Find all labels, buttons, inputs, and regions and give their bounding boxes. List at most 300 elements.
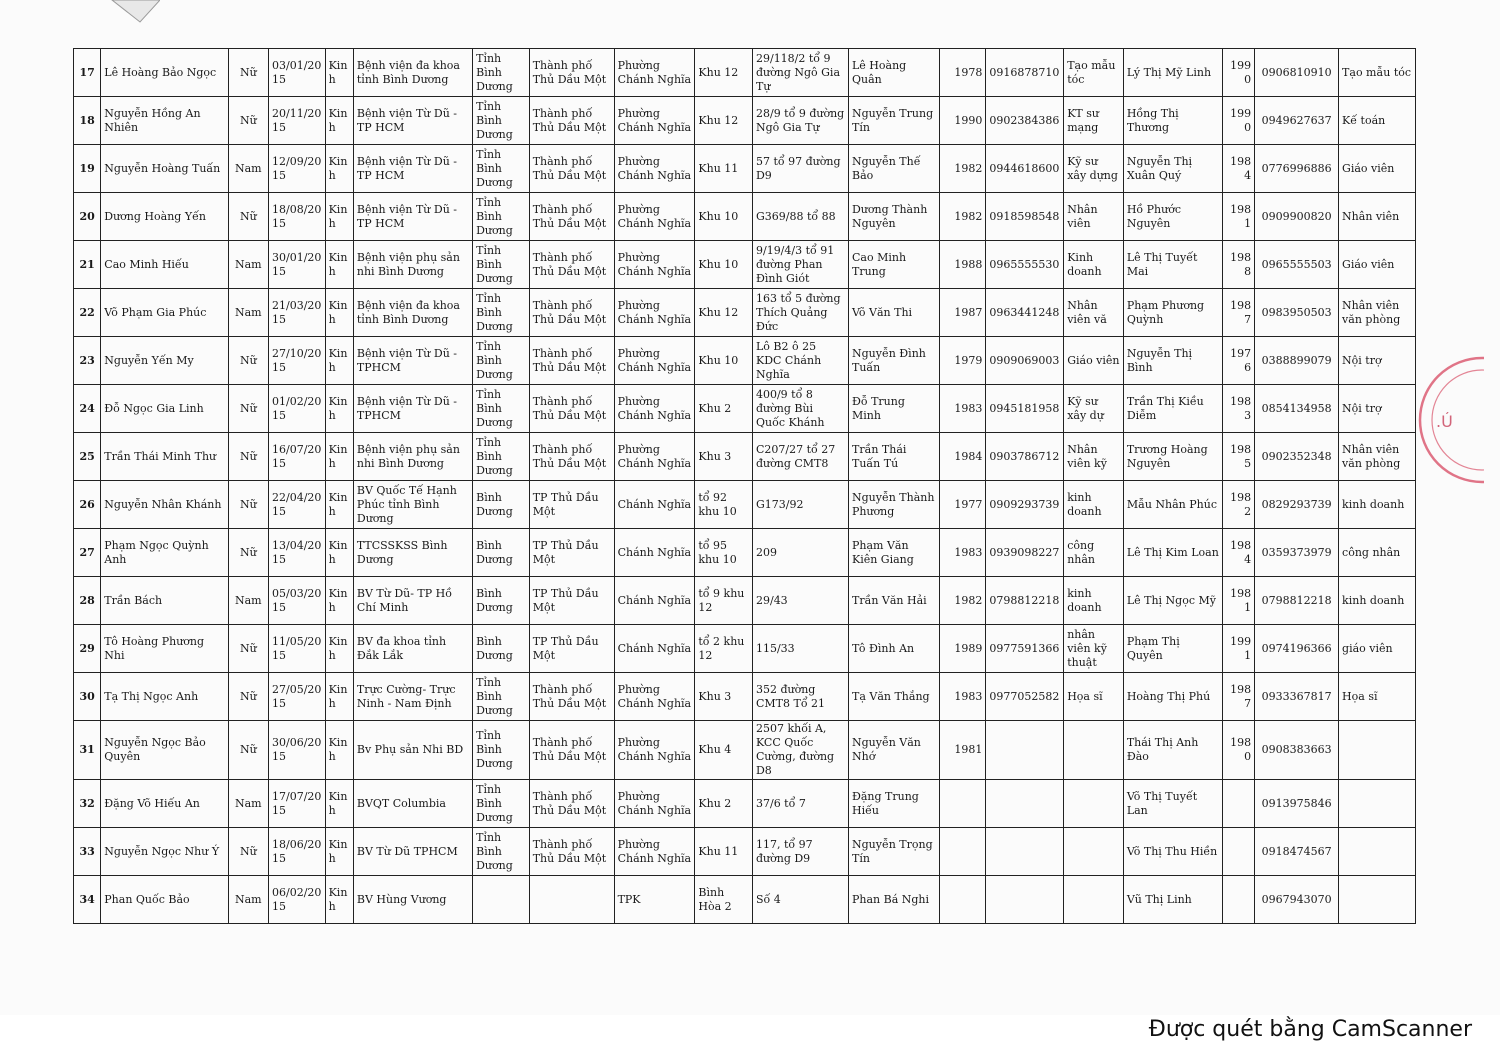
cell-birth-date: 06/02/2015 bbox=[269, 876, 326, 924]
cell-birthplace: BV Hùng Vương bbox=[353, 876, 472, 924]
cell-mother-name: Lê Thị Kim Loan bbox=[1123, 529, 1222, 577]
cell-student-name: Phạm Ngọc Quỳnh Anh bbox=[101, 529, 228, 577]
cell-father-birth-year: 1983 bbox=[939, 529, 985, 577]
cell-ethnicity: Kinh bbox=[325, 289, 353, 337]
cell-mother-phone: 0854134958 bbox=[1255, 385, 1339, 433]
cell-mother-birth-year bbox=[1222, 828, 1254, 876]
cell-father-occupation: Kỹ sư xây dự bbox=[1064, 385, 1124, 433]
cell-quarter: tổ 9 khu 12 bbox=[695, 577, 753, 625]
cell-father-occupation: công nhân bbox=[1064, 529, 1124, 577]
table-row bbox=[74, 780, 1416, 828]
cell-province: Tỉnh Bình Dương bbox=[473, 673, 530, 721]
table-row bbox=[74, 385, 1416, 433]
cell-mother-name: Hồ Phước Nguyên bbox=[1123, 193, 1222, 241]
cell-quarter: Khu 10 bbox=[695, 193, 753, 241]
camscanner-watermark: Được quét bằng CamScanner bbox=[1148, 1017, 1472, 1042]
cell-ethnicity: Kinh bbox=[325, 673, 353, 721]
cell-stt: 20 bbox=[74, 193, 101, 241]
cell-address: 117, tổ 97 đường D9 bbox=[752, 828, 848, 876]
cell-birth-date: 17/07/2015 bbox=[269, 780, 326, 828]
cell-address: 9/19/4/3 tổ 91 đường Phan Đình Giót bbox=[752, 241, 848, 289]
cell-province: Tỉnh Bình Dương bbox=[473, 721, 530, 780]
table-row bbox=[74, 625, 1416, 673]
cell-mother-phone: 0359373979 bbox=[1255, 529, 1339, 577]
cell-father-birth-year: 1988 bbox=[939, 241, 985, 289]
cell-father-occupation: Nhân viên kỹ bbox=[1064, 433, 1124, 481]
cell-father-birth-year: 1987 bbox=[939, 289, 985, 337]
cell-mother-name: Phạm Phương Quỳnh bbox=[1123, 289, 1222, 337]
cell-quarter: Khu 10 bbox=[695, 337, 753, 385]
cell-father-phone: 0902384386 bbox=[986, 97, 1064, 145]
cell-mother-birth-year: 1988 bbox=[1222, 241, 1254, 289]
cell-student-name: Nguyễn Nhân Khánh bbox=[101, 481, 228, 529]
cell-father-birth-year: 1977 bbox=[939, 481, 985, 529]
cell-birth-date: 01/02/2015 bbox=[269, 385, 326, 433]
cell-father-occupation: Kinh doanh bbox=[1064, 241, 1124, 289]
cell-mother-birth-year: 1987 bbox=[1222, 673, 1254, 721]
cell-province: Tỉnh Bình Dương bbox=[473, 337, 530, 385]
cell-gender: Nữ bbox=[228, 433, 268, 481]
cell-gender: Nam bbox=[228, 145, 268, 193]
cell-birthplace: BV Quốc Tế Hạnh Phúc tỉnh Bình Dương bbox=[353, 481, 472, 529]
cell-ward: Phường Chánh Nghĩa bbox=[614, 241, 695, 289]
cell-ethnicity: Kinh bbox=[325, 529, 353, 577]
cell-mother-phone: 0949627637 bbox=[1255, 97, 1339, 145]
cell-quarter: tổ 2 khu 12 bbox=[695, 625, 753, 673]
cell-mother-occupation: Kế toán bbox=[1339, 97, 1416, 145]
cell-mother-occupation: Giáo viên bbox=[1339, 145, 1416, 193]
cell-gender: Nữ bbox=[228, 673, 268, 721]
cell-father-name: Nguyễn Văn Nhớ bbox=[848, 721, 939, 780]
cell-birthplace: BV đa khoa tỉnh Đắk Lắk bbox=[353, 625, 472, 673]
cell-father-name: Nguyễn Thành Phương bbox=[848, 481, 939, 529]
cell-father-phone: 0945181958 bbox=[986, 385, 1064, 433]
cell-father-phone: 0916878710 bbox=[986, 49, 1064, 97]
cell-birth-date: 18/06/2015 bbox=[269, 828, 326, 876]
table-row bbox=[74, 529, 1416, 577]
cell-address: 352 đường CMT8 Tổ 21 bbox=[752, 673, 848, 721]
cell-father-name: Nguyễn Thế Bảo bbox=[848, 145, 939, 193]
cell-city: TP Thủ Dầu Một bbox=[529, 481, 614, 529]
cell-father-phone bbox=[986, 828, 1064, 876]
cell-father-birth-year: 1990 bbox=[939, 97, 985, 145]
cell-father-occupation: nhân viên kỹ thuật bbox=[1064, 625, 1124, 673]
cell-mother-occupation bbox=[1339, 876, 1416, 924]
cell-mother-birth-year: 1981 bbox=[1222, 577, 1254, 625]
cell-stt: 32 bbox=[74, 780, 101, 828]
table-row bbox=[74, 673, 1416, 721]
cell-mother-occupation bbox=[1339, 780, 1416, 828]
cell-ethnicity: Kinh bbox=[325, 577, 353, 625]
cell-father-birth-year: 1979 bbox=[939, 337, 985, 385]
cell-city: Thành phố Thủ Dầu Một bbox=[529, 193, 614, 241]
cell-birthplace: Bệnh viện Từ Dũ - TP HCM bbox=[353, 145, 472, 193]
cell-ethnicity: Kinh bbox=[325, 721, 353, 780]
cell-mother-phone: 0902352348 bbox=[1255, 433, 1339, 481]
table-row bbox=[74, 481, 1416, 529]
cell-mother-phone: 0906810910 bbox=[1255, 49, 1339, 97]
cell-mother-phone: 0829293739 bbox=[1255, 481, 1339, 529]
cell-father-name: Phan Bá Nghi bbox=[848, 876, 939, 924]
cell-father-phone: 0977591366 bbox=[986, 625, 1064, 673]
cell-quarter: Khu 11 bbox=[695, 828, 753, 876]
cell-student-name: Trần Thái Minh Thư bbox=[101, 433, 228, 481]
cell-ethnicity: Kinh bbox=[325, 337, 353, 385]
cell-gender: Nam bbox=[228, 289, 268, 337]
cell-mother-phone: 0388899079 bbox=[1255, 337, 1339, 385]
cell-address: G173/92 bbox=[752, 481, 848, 529]
cell-student-name: Cao Minh Hiếu bbox=[101, 241, 228, 289]
cell-mother-birth-year: 1982 bbox=[1222, 481, 1254, 529]
cell-birth-date: 22/04/2015 bbox=[269, 481, 326, 529]
cell-father-birth-year: 1981 bbox=[939, 721, 985, 780]
cell-stt: 34 bbox=[74, 876, 101, 924]
cell-father-name: Võ Văn Thi bbox=[848, 289, 939, 337]
cell-quarter: Khu 3 bbox=[695, 433, 753, 481]
cell-city: Thành phố Thủ Dầu Một bbox=[529, 289, 614, 337]
cell-father-phone: 0939098227 bbox=[986, 529, 1064, 577]
cell-birthplace: BV Từ Dũ- TP Hồ Chí Minh bbox=[353, 577, 472, 625]
cell-father-name: Nguyễn Trọng Tín bbox=[848, 828, 939, 876]
cell-city bbox=[529, 876, 614, 924]
cell-birthplace: Bv Phụ sản Nhi BD bbox=[353, 721, 472, 780]
cell-gender: Nữ bbox=[228, 529, 268, 577]
cell-father-birth-year: 1983 bbox=[939, 673, 985, 721]
cell-mother-occupation: kinh doanh bbox=[1339, 481, 1416, 529]
cell-mother-occupation: công nhân bbox=[1339, 529, 1416, 577]
cell-stt: 22 bbox=[74, 289, 101, 337]
cell-mother-name: Trần Thị Kiều Diễm bbox=[1123, 385, 1222, 433]
cell-city: Thành phố Thủ Dầu Một bbox=[529, 673, 614, 721]
cell-quarter: Khu 12 bbox=[695, 49, 753, 97]
table-row bbox=[74, 876, 1416, 924]
cell-ethnicity: Kinh bbox=[325, 433, 353, 481]
cell-quarter: Bình Hòa 2 bbox=[695, 876, 753, 924]
cell-gender: Nữ bbox=[228, 721, 268, 780]
cell-student-name: Đặng Võ Hiếu An bbox=[101, 780, 228, 828]
cell-mother-birth-year: 1984 bbox=[1222, 145, 1254, 193]
student-roster-table bbox=[73, 48, 1416, 924]
cell-province: Bình Dương bbox=[473, 625, 530, 673]
cell-mother-birth-year: 1990 bbox=[1222, 49, 1254, 97]
cell-city: TP Thủ Dầu Một bbox=[529, 529, 614, 577]
table-row bbox=[74, 145, 1416, 193]
cell-stt: 24 bbox=[74, 385, 101, 433]
cell-gender: Nam bbox=[228, 876, 268, 924]
cell-father-birth-year: 1984 bbox=[939, 433, 985, 481]
cell-gender: Nữ bbox=[228, 97, 268, 145]
cell-city: TP Thủ Dầu Một bbox=[529, 625, 614, 673]
cell-mother-phone: 0974196366 bbox=[1255, 625, 1339, 673]
cell-mother-phone: 0913975846 bbox=[1255, 780, 1339, 828]
cell-father-name: Nguyễn Đình Tuấn bbox=[848, 337, 939, 385]
cell-quarter: Khu 12 bbox=[695, 289, 753, 337]
cell-birthplace: Bệnh viện Từ Dũ - TPHCM bbox=[353, 337, 472, 385]
cell-address: 57 tổ 97 đường D9 bbox=[752, 145, 848, 193]
cell-father-phone bbox=[986, 876, 1064, 924]
cell-father-occupation: Kỹ sư xây dựng bbox=[1064, 145, 1124, 193]
cell-mother-birth-year: 1980 bbox=[1222, 721, 1254, 780]
table-row bbox=[74, 337, 1416, 385]
cell-city: Thành phố Thủ Dầu Một bbox=[529, 97, 614, 145]
cell-address: 400/9 tổ 8 đường Bùi Quốc Khánh bbox=[752, 385, 848, 433]
cell-stt: 33 bbox=[74, 828, 101, 876]
cell-mother-name: Nguyễn Thị Xuân Quý bbox=[1123, 145, 1222, 193]
cell-mother-occupation: giáo viên bbox=[1339, 625, 1416, 673]
cell-city: Thành phố Thủ Dầu Một bbox=[529, 780, 614, 828]
table-row bbox=[74, 97, 1416, 145]
cell-birth-date: 12/09/2015 bbox=[269, 145, 326, 193]
cell-birth-date: 03/01/2015 bbox=[269, 49, 326, 97]
cell-birthplace: Bệnh viện phụ sản nhi Bình Dương bbox=[353, 433, 472, 481]
cell-mother-name: Nguyễn Thị Bình bbox=[1123, 337, 1222, 385]
cell-ward: Phường Chánh Nghĩa bbox=[614, 145, 695, 193]
cell-mother-birth-year: 1985 bbox=[1222, 433, 1254, 481]
cell-mother-name: Phạm Thị Quyên bbox=[1123, 625, 1222, 673]
cell-father-phone: 0798812218 bbox=[986, 577, 1064, 625]
cell-city: Thành phố Thủ Dầu Một bbox=[529, 433, 614, 481]
cell-mother-name: Võ Thị Thu Hiền bbox=[1123, 828, 1222, 876]
cell-ward: Phường Chánh Nghĩa bbox=[614, 673, 695, 721]
cell-father-occupation bbox=[1064, 828, 1124, 876]
cell-mother-name: Hoàng Thị Phú bbox=[1123, 673, 1222, 721]
cell-mother-occupation bbox=[1339, 828, 1416, 876]
cell-father-phone: 0918598548 bbox=[986, 193, 1064, 241]
cell-province: Bình Dương bbox=[473, 577, 530, 625]
cell-ward: Phường Chánh Nghĩa bbox=[614, 289, 695, 337]
cell-father-phone: 0963441248 bbox=[986, 289, 1064, 337]
cell-mother-phone: 0918474567 bbox=[1255, 828, 1339, 876]
cell-birthplace: TTCSSKSS Bình Dương bbox=[353, 529, 472, 577]
cell-father-name: Trần Văn Hải bbox=[848, 577, 939, 625]
table-row bbox=[74, 721, 1416, 780]
cell-mother-birth-year: 1987 bbox=[1222, 289, 1254, 337]
cell-father-occupation: kinh doanh bbox=[1064, 577, 1124, 625]
cell-address: Lô B2 ô 25 KDC Chánh Nghĩa bbox=[752, 337, 848, 385]
cell-father-name: Tạ Văn Thắng bbox=[848, 673, 939, 721]
cell-birth-date: 27/10/2015 bbox=[269, 337, 326, 385]
cell-quarter: Khu 2 bbox=[695, 780, 753, 828]
cell-father-occupation: Nhân viên bbox=[1064, 193, 1124, 241]
cell-ward: Phường Chánh Nghĩa bbox=[614, 780, 695, 828]
cell-mother-occupation: kinh doanh bbox=[1339, 577, 1416, 625]
table-row bbox=[74, 49, 1416, 97]
cell-mother-name: Lê Thị Tuyết Mai bbox=[1123, 241, 1222, 289]
cell-mother-name: Vũ Thị Linh bbox=[1123, 876, 1222, 924]
cell-father-occupation bbox=[1064, 780, 1124, 828]
cell-mother-phone: 0776996886 bbox=[1255, 145, 1339, 193]
cell-province: Tỉnh Bình Dương bbox=[473, 289, 530, 337]
cell-father-name: Đặng Trung Hiếu bbox=[848, 780, 939, 828]
cell-student-name: Nguyễn Ngọc Bảo Quyên bbox=[101, 721, 228, 780]
cell-gender: Nam bbox=[228, 241, 268, 289]
cell-mother-name: Lý Thị Mỹ Linh bbox=[1123, 49, 1222, 97]
cell-stt: 25 bbox=[74, 433, 101, 481]
cell-quarter: tổ 95 khu 10 bbox=[695, 529, 753, 577]
cell-province: Bình Dương bbox=[473, 529, 530, 577]
cell-quarter: Khu 11 bbox=[695, 145, 753, 193]
cell-student-name: Tô Hoàng Phương Nhi bbox=[101, 625, 228, 673]
cell-student-name: Tạ Thị Ngọc Anh bbox=[101, 673, 228, 721]
cell-province bbox=[473, 876, 530, 924]
cell-gender: Nữ bbox=[228, 193, 268, 241]
cell-city: Thành phố Thủ Dầu Một bbox=[529, 145, 614, 193]
cell-province: Tỉnh Bình Dương bbox=[473, 49, 530, 97]
cell-city: Thành phố Thủ Dầu Một bbox=[529, 241, 614, 289]
roster-body bbox=[74, 49, 1416, 924]
cell-father-occupation: Giáo viên bbox=[1064, 337, 1124, 385]
cell-mother-birth-year bbox=[1222, 876, 1254, 924]
cell-birthplace: Bệnh viện đa khoa tỉnh Bình Dương bbox=[353, 49, 472, 97]
cell-stt: 23 bbox=[74, 337, 101, 385]
cell-father-phone: 0944618600 bbox=[986, 145, 1064, 193]
cell-birthplace: BVQT Columbia bbox=[353, 780, 472, 828]
cell-father-birth-year bbox=[939, 876, 985, 924]
cell-student-name: Lê Hoàng Bảo Ngọc bbox=[101, 49, 228, 97]
cell-father-phone: 0965555530 bbox=[986, 241, 1064, 289]
cell-father-name: Trần Thái Tuấn Tú bbox=[848, 433, 939, 481]
cell-ward: TPK bbox=[614, 876, 695, 924]
cell-mother-name: Hồng Thị Thương bbox=[1123, 97, 1222, 145]
cell-student-name: Nguyễn Ngọc Như Ý bbox=[101, 828, 228, 876]
cell-mother-name: Trương Hoàng Nguyên bbox=[1123, 433, 1222, 481]
cell-birth-date: 27/05/2015 bbox=[269, 673, 326, 721]
cell-mother-occupation: Nội trợ bbox=[1339, 385, 1416, 433]
cell-birthplace: Bệnh viện Từ Dũ - TPHCM bbox=[353, 385, 472, 433]
cell-ethnicity: Kinh bbox=[325, 193, 353, 241]
cell-ward: Chánh Nghĩa bbox=[614, 625, 695, 673]
cell-father-occupation: kinh doanh bbox=[1064, 481, 1124, 529]
cell-province: Bình Dương bbox=[473, 481, 530, 529]
cell-city: Thành phố Thủ Dầu Một bbox=[529, 337, 614, 385]
cell-stt: 21 bbox=[74, 241, 101, 289]
cell-mother-birth-year: 1976 bbox=[1222, 337, 1254, 385]
cell-birth-date: 21/03/2015 bbox=[269, 289, 326, 337]
cell-father-phone bbox=[986, 780, 1064, 828]
cell-address: 29/118/2 tổ 9 đường Ngô Gia Tự bbox=[752, 49, 848, 97]
cell-stt: 18 bbox=[74, 97, 101, 145]
cell-stt: 19 bbox=[74, 145, 101, 193]
cell-ethnicity: Kinh bbox=[325, 49, 353, 97]
cell-gender: Nữ bbox=[228, 481, 268, 529]
cell-address: 37/6 tổ 7 bbox=[752, 780, 848, 828]
cell-province: Tỉnh Bình Dương bbox=[473, 145, 530, 193]
cell-ethnicity: Kinh bbox=[325, 625, 353, 673]
table-row bbox=[74, 828, 1416, 876]
cell-mother-birth-year: 1983 bbox=[1222, 385, 1254, 433]
cell-birth-date: 05/03/2015 bbox=[269, 577, 326, 625]
cell-gender: Nữ bbox=[228, 385, 268, 433]
cell-birth-date: 30/06/2015 bbox=[269, 721, 326, 780]
cell-gender: Nam bbox=[228, 780, 268, 828]
cell-mother-phone: 0909900820 bbox=[1255, 193, 1339, 241]
cell-birth-date: 18/08/2015 bbox=[269, 193, 326, 241]
cell-father-phone: 0977052582 bbox=[986, 673, 1064, 721]
cell-mother-phone: 0983950503 bbox=[1255, 289, 1339, 337]
cell-ethnicity: Kinh bbox=[325, 828, 353, 876]
cell-city: TP Thủ Dầu Một bbox=[529, 577, 614, 625]
cell-ward: Phường Chánh Nghĩa bbox=[614, 721, 695, 780]
cell-birthplace: Bệnh viện Từ Dũ - TP HCM bbox=[353, 193, 472, 241]
cell-gender: Nam bbox=[228, 577, 268, 625]
cell-birth-date: 30/01/2015 bbox=[269, 241, 326, 289]
cell-mother-phone: 0908383663 bbox=[1255, 721, 1339, 780]
cell-city: Thành phố Thủ Dầu Một bbox=[529, 828, 614, 876]
cell-ethnicity: Kinh bbox=[325, 97, 353, 145]
cell-birthplace: Bệnh viện Từ Dũ - TP HCM bbox=[353, 97, 472, 145]
cell-father-occupation: Tạo mẫu tóc bbox=[1064, 49, 1124, 97]
cell-student-name: Nguyễn Hồng An Nhiên bbox=[101, 97, 228, 145]
cell-father-birth-year: 1982 bbox=[939, 577, 985, 625]
cell-province: Tỉnh Bình Dương bbox=[473, 385, 530, 433]
cell-student-name: Nguyễn Hoàng Tuấn bbox=[101, 145, 228, 193]
cell-father-name: Dương Thành Nguyên bbox=[848, 193, 939, 241]
page-fold-mark bbox=[0, 0, 160, 40]
cell-mother-name: Mẫu Nhân Phúc bbox=[1123, 481, 1222, 529]
cell-mother-birth-year bbox=[1222, 780, 1254, 828]
cell-mother-occupation: Nhân viên văn phòng bbox=[1339, 433, 1416, 481]
cell-birth-date: 11/05/2015 bbox=[269, 625, 326, 673]
cell-father-birth-year bbox=[939, 828, 985, 876]
cell-quarter: tổ 92 khu 10 bbox=[695, 481, 753, 529]
table-row bbox=[74, 193, 1416, 241]
cell-quarter: Khu 10 bbox=[695, 241, 753, 289]
cell-father-birth-year: 1982 bbox=[939, 193, 985, 241]
cell-father-occupation: KT sư mạng bbox=[1064, 97, 1124, 145]
cell-father-name: Nguyễn Trung Tín bbox=[848, 97, 939, 145]
cell-ward: Phường Chánh Nghĩa bbox=[614, 337, 695, 385]
cell-father-phone: 0909293739 bbox=[986, 481, 1064, 529]
cell-birthplace: BV Từ Dũ TPHCM bbox=[353, 828, 472, 876]
cell-mother-occupation: Họa sĩ bbox=[1339, 673, 1416, 721]
cell-father-name: Phạm Văn Kiên Giang bbox=[848, 529, 939, 577]
cell-address: Số 4 bbox=[752, 876, 848, 924]
cell-father-name: Đỗ Trung Minh bbox=[848, 385, 939, 433]
cell-address: 163 tổ 5 đường Thích Quảng Đức bbox=[752, 289, 848, 337]
cell-ward: Phường Chánh Nghĩa bbox=[614, 97, 695, 145]
cell-mother-birth-year: 1981 bbox=[1222, 193, 1254, 241]
cell-city: Thành phố Thủ Dầu Một bbox=[529, 49, 614, 97]
cell-gender: Nữ bbox=[228, 625, 268, 673]
cell-stt: 26 bbox=[74, 481, 101, 529]
cell-quarter: Khu 2 bbox=[695, 385, 753, 433]
official-seal-stamp bbox=[1414, 345, 1484, 495]
cell-ethnicity: Kinh bbox=[325, 780, 353, 828]
cell-mother-occupation: Tạo mẫu tóc bbox=[1339, 49, 1416, 97]
cell-father-occupation: Họa sĩ bbox=[1064, 673, 1124, 721]
cell-gender: Nữ bbox=[228, 49, 268, 97]
cell-ethnicity: Kinh bbox=[325, 145, 353, 193]
cell-mother-occupation: Nhân viên văn phòng bbox=[1339, 289, 1416, 337]
cell-mother-phone: 0965555503 bbox=[1255, 241, 1339, 289]
cell-student-name: Nguyễn Yến My bbox=[101, 337, 228, 385]
cell-mother-name: Lê Thị Ngọc Mỹ bbox=[1123, 577, 1222, 625]
cell-ward: Chánh Nghĩa bbox=[614, 529, 695, 577]
cell-father-name: Cao Minh Trung bbox=[848, 241, 939, 289]
table-row bbox=[74, 241, 1416, 289]
cell-address: C207/27 tổ 27 đường CMT8 bbox=[752, 433, 848, 481]
cell-father-birth-year bbox=[939, 780, 985, 828]
cell-ward: Phường Chánh Nghĩa bbox=[614, 433, 695, 481]
cell-quarter: Khu 4 bbox=[695, 721, 753, 780]
cell-birth-date: 16/07/2015 bbox=[269, 433, 326, 481]
cell-address: 115/33 bbox=[752, 625, 848, 673]
cell-father-birth-year: 1978 bbox=[939, 49, 985, 97]
cell-ward: Phường Chánh Nghĩa bbox=[614, 193, 695, 241]
cell-father-birth-year: 1982 bbox=[939, 145, 985, 193]
cell-mother-birth-year: 1990 bbox=[1222, 97, 1254, 145]
cell-father-occupation: Nhân viên vă bbox=[1064, 289, 1124, 337]
